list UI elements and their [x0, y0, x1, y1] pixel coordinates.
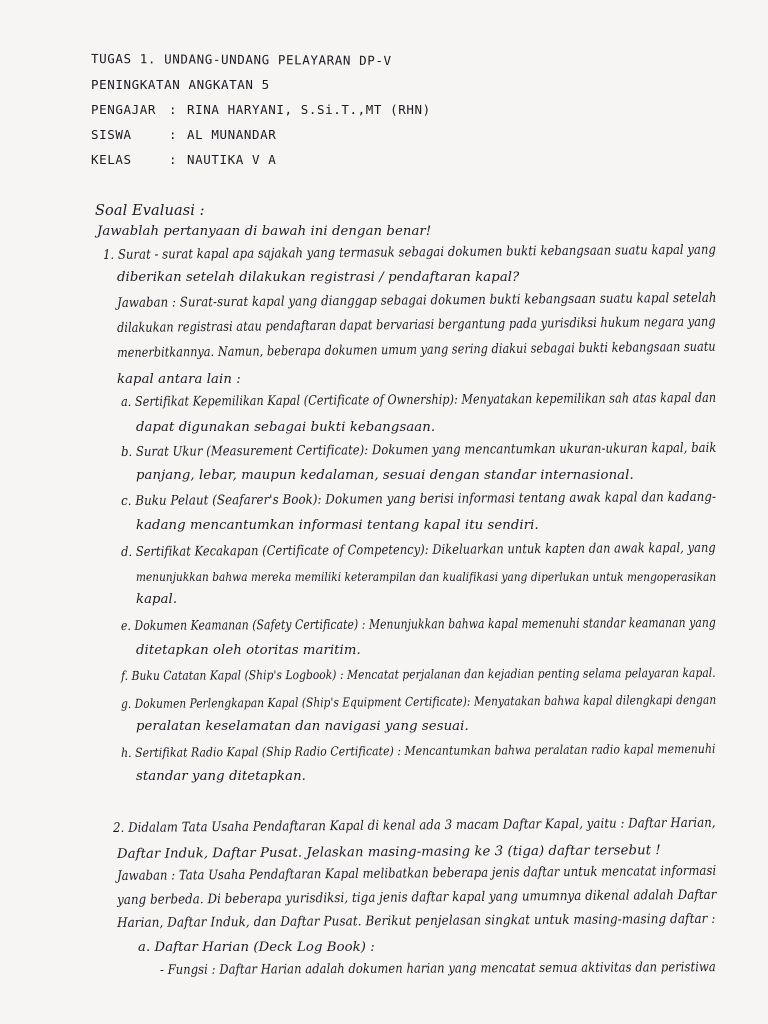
- q1-item-e-2: ditetapkan oleh otoritas maritim.: [136, 643, 361, 658]
- teacher-value: RINA HARYANI, S.Si.T.,MT (RHN): [187, 102, 431, 117]
- section-title: Soal Evaluasi :: [95, 203, 205, 219]
- q1-item-c-1: c. Buku Pelaut (Seafarer's Book): Dokumen yang berisi informasi tentang awak kapal dan kadang-: [121, 489, 717, 509]
- q2-answer-1: Jawaban : Tata Usaha Pendaftaran Kapal melibatkan beberapa jenis daftar untuk mencatat informasi: [117, 863, 717, 884]
- q1-answer-2: dilakukan registrasi atau pendaftaran dapat bervariasi bergantung pada yurisdiksi hukum negara yang: [117, 314, 716, 336]
- class-value: NAUTIKA V A: [187, 152, 277, 167]
- q1-item-f-1: f. Buku Catatan Kapal (Ship's Logbook) : Mencatat perjalanan dan kejadian penting selama pelayaran kapal.: [121, 664, 716, 683]
- q1-item-d-1: d. Sertifikat Kecakapan (Certificate of Competency): Dikeluarkan untuk kapten dan awak kapal, yang: [121, 540, 716, 560]
- student-label: SISWA: [91, 127, 132, 142]
- q1-answer-1: Jawaban : Surat-surat kapal yang dianggap sebagai dokumen bukti kebangsaan suatu kapal setelah: [117, 290, 717, 311]
- q1-item-h-2: standar yang ditetapkan.: [136, 769, 306, 784]
- q1-item-d-2: menunjukkan bahwa mereka memiliki keterampilan dan kualifikasi yang diperlukan untuk mengoperasikan: [136, 569, 717, 584]
- q2-sub-a: a. Daftar Harian (Deck Log Book) :: [138, 940, 375, 955]
- teacher-row: PENGAJAR : RINA HARYANI, S.Si.T.,MT (RHN): [91, 102, 431, 117]
- class-row: KELAS : NAUTIKA V A: [91, 152, 277, 167]
- student-value: AL MUNANDAR: [187, 127, 277, 142]
- q1-item-g-2: peralatan keselamatan dan navigasi yang sesuai.: [136, 719, 469, 734]
- q1-item-c-2: kadang mencantumkan informasi tentang kapal itu sendiri.: [136, 518, 539, 533]
- q1-item-g-1: g. Dokumen Perlengkapan Kapal (Ship's Equipment Certificate): Menyatakan bahwa kapal dilengkapi dengan: [121, 691, 717, 711]
- teacher-label: PENGAJAR: [91, 102, 157, 117]
- q1-answer-3: menerbitkannya. Namun, beberapa dokumen umum yang sering diakui sebagai bukti kebangsaan suatu: [117, 339, 716, 361]
- q1-item-b-1: b. Surat Ukur (Measurement Certificate): Dokumen yang mencantumkan ukuran-ukuran kapal, baik: [121, 440, 717, 460]
- q1-item-d-3: kapal.: [136, 592, 178, 607]
- student-row: SISWA : AL MUNANDAR: [91, 127, 277, 142]
- course-title: TUGAS 1. UNDANG-UNDANG PELAYARAN DP-V: [90, 50, 392, 69]
- program-title: PENINGKATAN ANGKATAN 5: [91, 77, 270, 92]
- q1-item-h-1: h. Sertifikat Radio Kapal (Ship Radio Certificate) : Mencantumkan bahwa peralatan radio kapal memenuhi: [121, 740, 716, 760]
- q2-fungsi: - Fungsi : Daftar Harian adalah dokumen harian yang mencatat semua aktivitas dan peristiwa: [160, 960, 716, 978]
- q1-item-e-1: e. Dokumen Keamanan (Safety Certificate) : Menunjukkan bahwa kapal memenuhi standar keamanan yang: [121, 615, 716, 634]
- class-label: KELAS: [91, 152, 132, 167]
- q2-line-2: Daftar Induk, Daftar Pusat. Jelaskan masing-masing ke 3 (tiga) daftar tersebut !: [116, 843, 661, 862]
- q1-item-a-1: a. Sertifikat Kepemilikan Kapal (Certificate of Ownership): Menyatakan kepemilikan sah atas kapal dan: [121, 390, 717, 410]
- q2-line-1: 2. Didalam Tata Usaha Pendaftaran Kapal di kenal ada 3 macam Daftar Kapal, yaitu : Daftar Harian,: [113, 815, 716, 836]
- q1-item-a-2: dapat digunakan sebagai bukti kebangsaan.: [136, 420, 436, 435]
- q2-answer-2: yang berbeda. Di beberapa yurisdiksi, tiga jenis daftar kapal yang umumnya dikenal adalah Daftar: [117, 887, 717, 908]
- instruction: Jawablah pertanyaan di bawah ini dengan benar!: [97, 224, 432, 239]
- q1-line-1: 1. Surat - surat kapal apa sajakah yang termasuk sebagai dokumen bukti kebangsaan suatu kapal yang: [103, 242, 717, 263]
- q1-line-2: diberikan setelah dilakukan registrasi / pendaftaran kapal?: [117, 270, 520, 285]
- q2-answer-3: Harian, Daftar Induk, dan Daftar Pusat. Berikut penjelasan singkat untuk masing-masing daftar :: [117, 911, 716, 931]
- q1-answer-4: kapal antara lain :: [117, 372, 241, 387]
- q1-item-b-2: panjang, lebar, maupun kedalaman, sesuai dengan standar internasional.: [136, 468, 634, 483]
